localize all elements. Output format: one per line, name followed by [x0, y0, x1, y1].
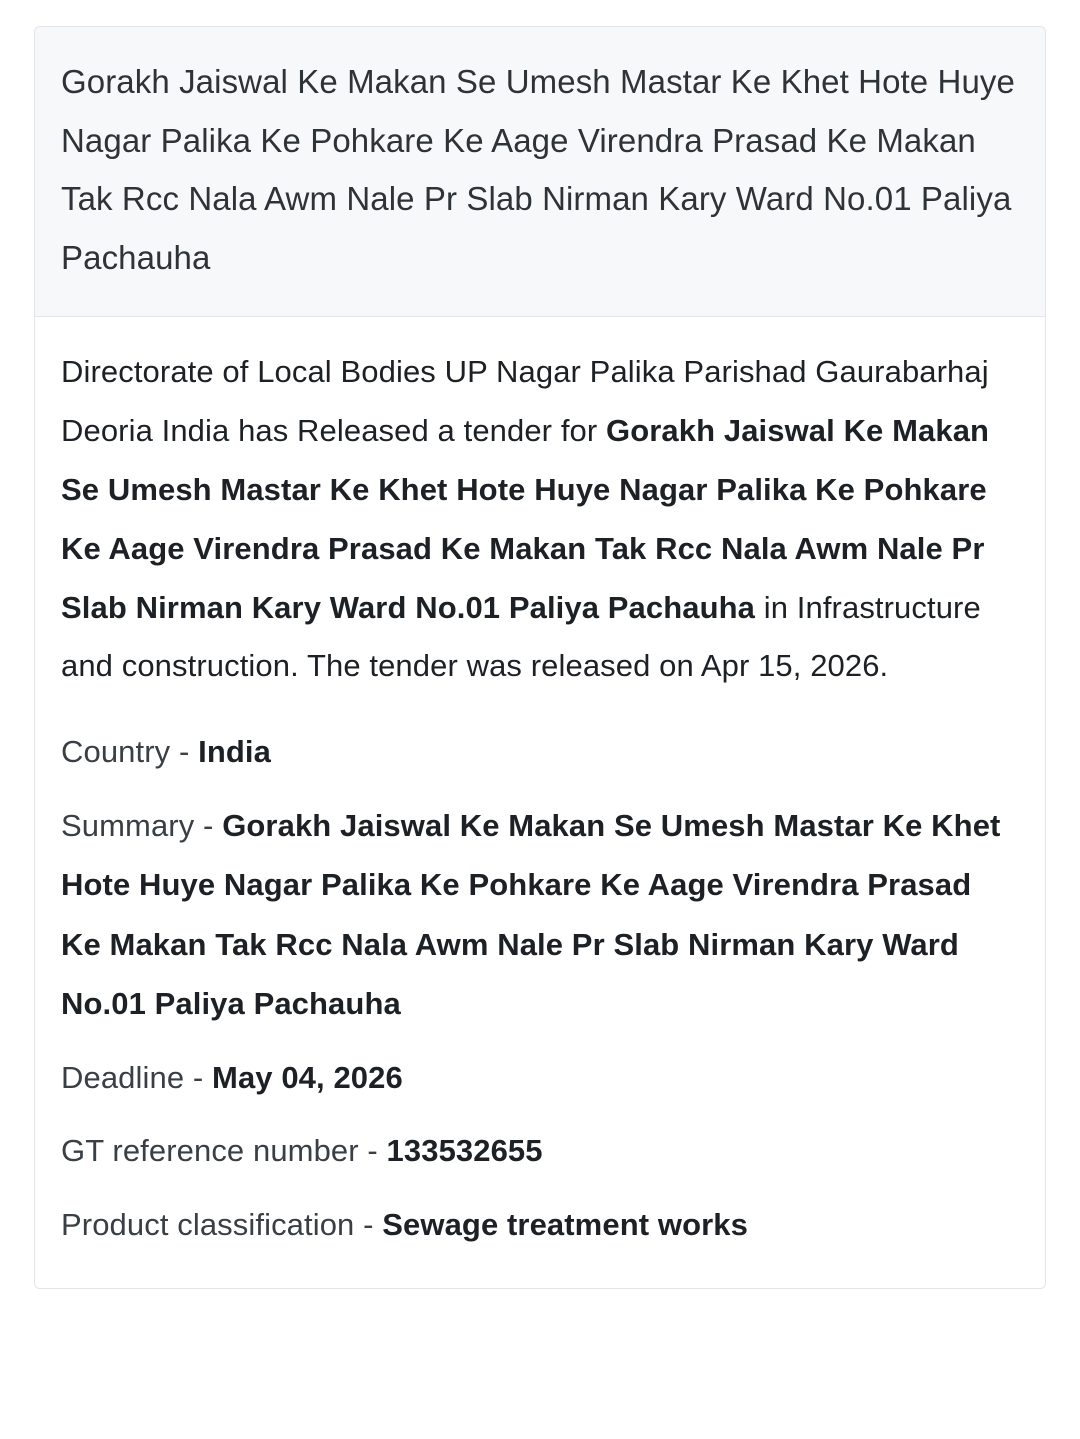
tender-description	[61, 343, 1019, 696]
tender-description-name: Gorakh Jaiswal Ke Makan Se Umesh Mastar Ke Khet Hote Huye Nagar Palika Ke Pohkare Ke Aage Virendra Prasad Ke Makan Tak Rcc Nala Awm Nale Pr Slab Nirman Kary Ward No.01 Paliya Pachauha	[61, 412, 990, 625]
field-deadline	[61, 1048, 1019, 1108]
field-summary-label: Summary -	[61, 807, 223, 843]
field-country-value: India	[198, 734, 271, 770]
field-gt-reference-number-label: GT reference number -	[61, 1133, 387, 1169]
field-deadline-label: Deadline -	[61, 1059, 213, 1095]
field-deadline-value: May 04, 2026	[212, 1059, 403, 1095]
tender-card-body	[35, 317, 1045, 1288]
tender-card-header	[35, 27, 1045, 317]
field-product-classification-value: Sewage treatment works	[382, 1206, 748, 1242]
field-country	[61, 722, 1019, 782]
field-country-label: Country -	[61, 734, 199, 770]
tender-card	[34, 26, 1046, 1289]
field-product-classification	[61, 1195, 1019, 1255]
field-summary	[61, 796, 1019, 1034]
tender-description-authority: Directorate of Local Bodies UP Nagar Palika Parishad Gaurabarhaj Deoria India has Released a tender for	[61, 353, 989, 448]
field-product-classification-label: Product classification -	[61, 1206, 383, 1242]
tender-description-tail: in Infrastructure and construction. The tender was released on Apr 15, 2026.	[61, 589, 981, 684]
field-gt-reference-number-value: 133532655	[386, 1133, 543, 1169]
field-gt-reference-number	[61, 1121, 1019, 1181]
page-title: Gorakh Jaiswal Ke Makan Se Umesh Mastar Ke Khet Hote Huye Nagar Palika Ke Pohkare Ke Aage Virendra Prasad Ke Makan Tak Rcc Nala Awm Nale Pr Slab Nirman Kary Ward No.01 Paliya Pachauha	[61, 63, 1015, 277]
field-summary-value: Gorakh Jaiswal Ke Makan Se Umesh Mastar Ke Khet Hote Huye Nagar Palika Ke Pohkare Ke Aage Virendra Prasad Ke Makan Tak Rcc Nala Awm Nale Pr Slab Nirman Kary Ward No.01 Paliya Pachauha	[61, 807, 1001, 1022]
